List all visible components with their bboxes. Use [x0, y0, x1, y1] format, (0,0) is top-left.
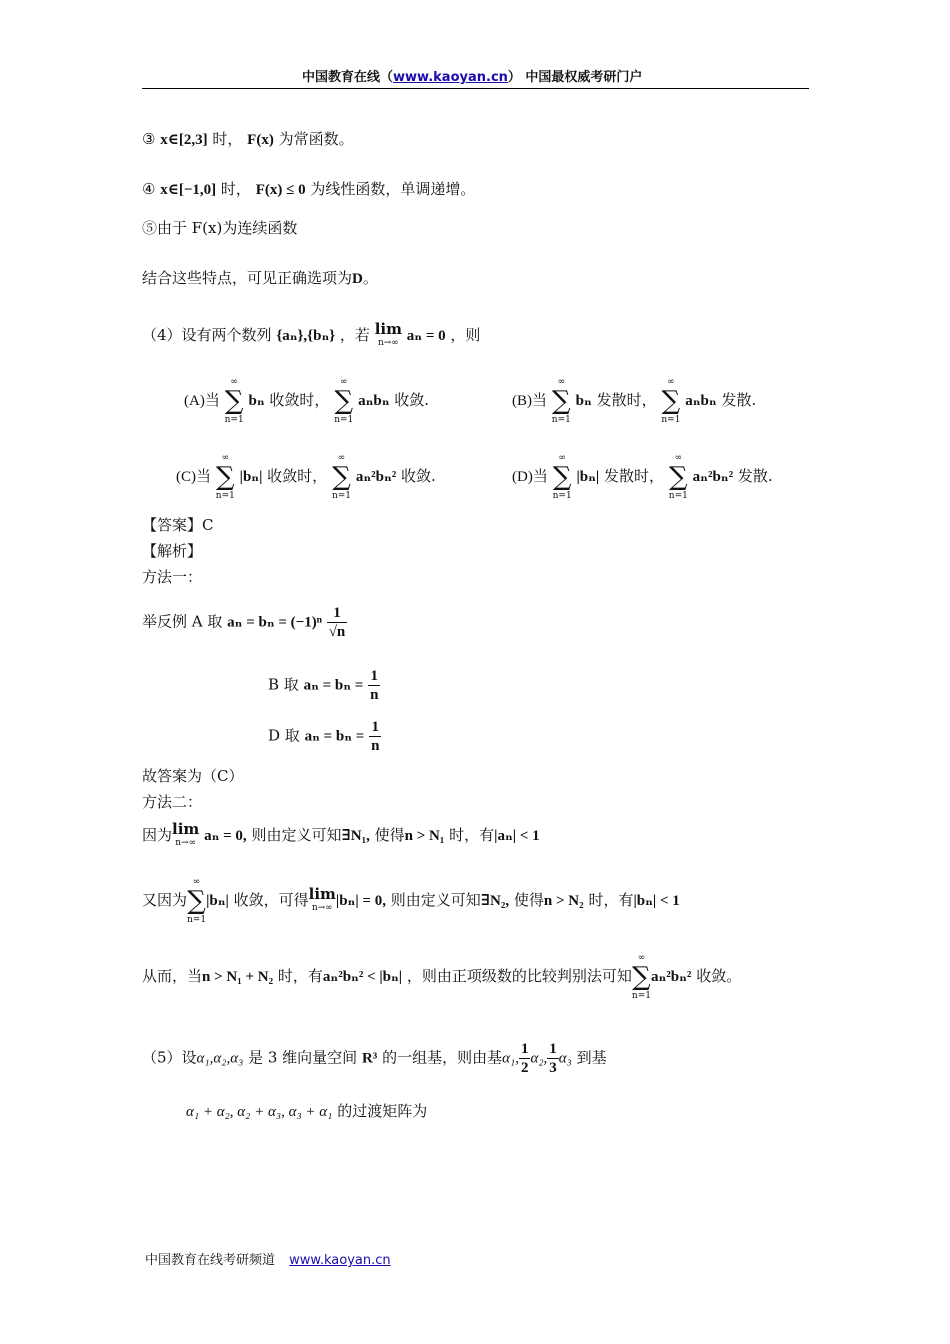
text: 的一组基，则由基: [382, 1048, 503, 1067]
text: 使得: [513, 891, 544, 909]
text: 当: [196, 467, 212, 485]
option-tag: (B): [512, 393, 532, 409]
math-expr: n > N₁: [404, 828, 445, 844]
text: 收敛时，: [269, 391, 330, 409]
counterexample-a: [142, 604, 347, 641]
text: ，则: [450, 326, 481, 344]
limit-operator: [375, 322, 402, 350]
math-expr: aₙ²bₙ² < |bₙ|: [322, 969, 403, 985]
fraction: [368, 667, 380, 704]
text: 到基: [576, 1048, 607, 1067]
sum-top: ∞: [637, 953, 646, 963]
text: 发散时，: [596, 391, 657, 409]
page-header: [302, 66, 642, 85]
sum-top: ∞: [339, 377, 348, 387]
q4-label: （4）设有两个数列: [142, 326, 272, 344]
text: 为常函数。: [278, 130, 354, 148]
func-expr: F(x): [247, 132, 274, 148]
text: 当: [204, 391, 220, 409]
footer-text: 中国教育在线考研频道: [145, 1253, 276, 1268]
text: 时，有: [277, 967, 323, 985]
sum-symbol: ∞ ∑ n=1: [224, 377, 244, 425]
fraction-half: [519, 1040, 531, 1077]
sum-bottom: n=1: [331, 491, 352, 501]
counter-expr: aₙ = bₙ = (−1)ⁿ: [227, 614, 322, 631]
option-a: [184, 376, 429, 426]
counterexample-d: [268, 718, 381, 755]
so-answer: 故答案为（C）: [142, 767, 244, 785]
text: 收敛。: [696, 967, 742, 985]
text: 举反例 A 取: [142, 612, 223, 631]
frac-den: n: [370, 687, 379, 703]
frac-num: 1: [327, 604, 348, 623]
sum-symbol: ∞ ∑ n=1: [331, 453, 352, 501]
sum-bottom: n=1: [187, 915, 207, 925]
sum-symbol: ∞ ∑ n=1: [187, 877, 207, 925]
lim-sub: n→∞: [377, 338, 399, 348]
text: 收敛，可得: [233, 891, 309, 909]
sum-top: ∞: [230, 377, 238, 387]
header-title-left: 中国教育在线（: [302, 70, 394, 85]
text: 发散时，: [604, 467, 665, 485]
option-d: [512, 452, 773, 502]
math-expr: |bₙ|: [206, 893, 229, 909]
q5-label: （5）设: [142, 1048, 197, 1067]
header-rule: [142, 88, 809, 89]
conclusion: [142, 267, 378, 288]
footer-link[interactable]: www.kaoyan.cn: [289, 1253, 391, 1268]
text: 发散.: [737, 467, 773, 485]
limit-expr: aₙ = 0: [406, 328, 446, 344]
new-basis-expr: α₁ + α₂, α₂ + α₃, α₃ + α₁: [186, 1104, 333, 1120]
math-expr: ∃N₂,: [480, 893, 510, 909]
frac-num: 1: [368, 667, 380, 686]
lim-word: lim: [172, 820, 200, 838]
sum-bottom: n=1: [215, 491, 235, 501]
func-expr: F(x) ≤ 0: [255, 182, 306, 198]
header-link[interactable]: www.kaoyan.cn: [393, 70, 508, 85]
sum-symbol: ∞ ∑ n=1: [661, 377, 681, 425]
series-term: |bₙ|: [576, 469, 600, 485]
text: 为线性函数，单调递增。: [310, 180, 476, 198]
lim-sub: n→∞: [311, 903, 333, 913]
option-tag: (D): [512, 469, 533, 485]
frac-num: 1: [520, 1041, 529, 1057]
math-expr: n > N₁ + N₂: [202, 969, 274, 985]
sum-bottom: n=1: [552, 491, 572, 501]
option-b: [512, 376, 756, 426]
limit-operator: [172, 822, 199, 850]
math-expr: aₙ = 0,: [204, 828, 247, 844]
text: 。: [362, 269, 378, 287]
sum-bottom: n=1: [668, 491, 688, 501]
sum-bottom: n=1: [631, 991, 651, 1001]
q5-line2: [186, 1100, 427, 1121]
counterexample-b: [268, 667, 380, 704]
text: D 取: [268, 726, 300, 745]
text: 时，: [212, 130, 243, 148]
sum-symbol: ∞ ∑ n=1: [334, 377, 354, 425]
fraction: [369, 718, 381, 755]
sum-symbol: ∞ ∑ n=1: [668, 453, 688, 501]
text: 使得: [374, 826, 405, 844]
method2-line3: [142, 952, 741, 1002]
method2-line1: [142, 822, 540, 850]
sum-symbol: ∞ ∑ n=1: [215, 453, 235, 501]
math-expr: n > N₂: [543, 893, 584, 909]
sum-top: ∞: [192, 877, 201, 887]
q4-stem: [142, 322, 480, 350]
text: 当: [532, 391, 548, 409]
text: B 取: [268, 675, 299, 694]
basis-vector: α₁,: [502, 1050, 519, 1067]
frac-den: √n: [328, 624, 346, 640]
text: 从而，当: [142, 967, 203, 985]
sum-top: ∞: [557, 377, 566, 387]
text: 时，有: [449, 826, 495, 844]
text: 则由定义可知: [390, 891, 481, 909]
series-term: aₙbₙ: [358, 393, 390, 409]
sequences-expr: {aₙ},{bₙ}: [276, 328, 336, 344]
option-tag: (A): [184, 393, 205, 409]
math-expr: |bₙ| = 0,: [335, 893, 386, 909]
line-4: [142, 178, 475, 199]
answer-letter: D: [352, 271, 363, 287]
method2-line2: [142, 876, 680, 926]
text: 收敛时，: [267, 467, 328, 485]
text: 时，: [220, 180, 251, 198]
answer-line: 【答案】C: [142, 516, 214, 534]
q5-stem: [142, 1040, 607, 1077]
basis-vector: α₃: [558, 1050, 572, 1067]
space-expr: R³: [361, 1050, 378, 1067]
text: ，则由正项级数的比较判别法可知: [406, 967, 632, 985]
limit-operator: [309, 887, 336, 915]
sum-symbol: ∞ ∑ n=1: [631, 953, 651, 1001]
text: 是 3 维向量空间: [248, 1048, 358, 1067]
analysis-label: 【解析】: [142, 542, 203, 560]
fraction-third: [547, 1040, 559, 1077]
option-tag: (C): [176, 469, 196, 485]
series-term: aₙbₙ: [685, 393, 717, 409]
series-term: bₙ: [248, 393, 265, 409]
page-footer: [145, 1249, 391, 1268]
line-5: ⑤由于 F(x)为连续函数: [142, 219, 298, 237]
sum-top: ∞: [667, 377, 675, 387]
math-expr: |aₙ| < 1: [494, 828, 540, 844]
text: 的过渡矩阵为: [337, 1102, 428, 1120]
series-term: |bₙ|: [239, 469, 263, 485]
sum-symbol: ∞ ∑ n=1: [551, 377, 571, 425]
sum-top: ∞: [674, 453, 683, 463]
text: 收敛.: [401, 467, 436, 485]
text: 时，有: [588, 891, 634, 909]
text: 结合这些特点，可见正确选项为: [142, 269, 353, 287]
sum-top: ∞: [558, 453, 566, 463]
sum-bottom: n=1: [334, 415, 354, 425]
text: 发散.: [721, 391, 757, 409]
circled-3: ③: [142, 130, 156, 148]
counter-expr: aₙ = bₙ =: [304, 728, 365, 745]
sum-symbol: ∞ ∑ n=1: [552, 453, 572, 501]
method2-label: 方法二：: [142, 793, 203, 811]
sum-top: ∞: [337, 453, 346, 463]
sum-bottom: n=1: [661, 415, 681, 425]
text: 当: [532, 467, 548, 485]
series-term: bₙ: [575, 393, 592, 409]
math-expr: ∃N₁,: [341, 828, 370, 844]
text: 因为: [142, 826, 173, 844]
text: 又因为: [142, 891, 188, 909]
alphas-expr: α₁,α₂,α₃: [196, 1050, 244, 1067]
fraction: [327, 604, 348, 641]
basis-vector: α₂,: [530, 1050, 548, 1067]
lim-word: lim: [308, 885, 336, 903]
frac-num: 1: [549, 1041, 557, 1057]
option-c: [176, 452, 436, 502]
math-expr: |bₙ| < 1: [633, 893, 680, 909]
interval-expr: x∈[2,3]: [160, 132, 208, 148]
circled-4: ④: [142, 180, 156, 198]
method1-label: 方法一：: [142, 568, 203, 586]
frac-num: 1: [369, 718, 381, 737]
lim-word: lim: [374, 320, 402, 338]
line-3: [142, 128, 354, 149]
series-term: aₙ²bₙ²: [692, 469, 734, 485]
header-title-right: ） 中国最权威考研门户: [507, 70, 643, 85]
frac-den: 2: [520, 1060, 529, 1076]
frac-den: n: [371, 738, 380, 754]
sum-top: ∞: [221, 453, 230, 463]
lim-sub: n→∞: [175, 838, 197, 848]
text: ，若: [339, 326, 370, 344]
sum-bottom: n=1: [224, 415, 244, 425]
frac-den: 3: [549, 1060, 557, 1076]
counter-expr: aₙ = bₙ =: [303, 677, 364, 694]
text: 收敛.: [394, 391, 430, 409]
series-term: aₙ²bₙ²: [355, 469, 397, 485]
text: 则由定义可知: [251, 826, 342, 844]
sum-bottom: n=1: [551, 415, 571, 425]
math-expr: aₙ²bₙ²: [651, 969, 692, 985]
interval-expr: x∈[−1,0]: [160, 182, 217, 198]
